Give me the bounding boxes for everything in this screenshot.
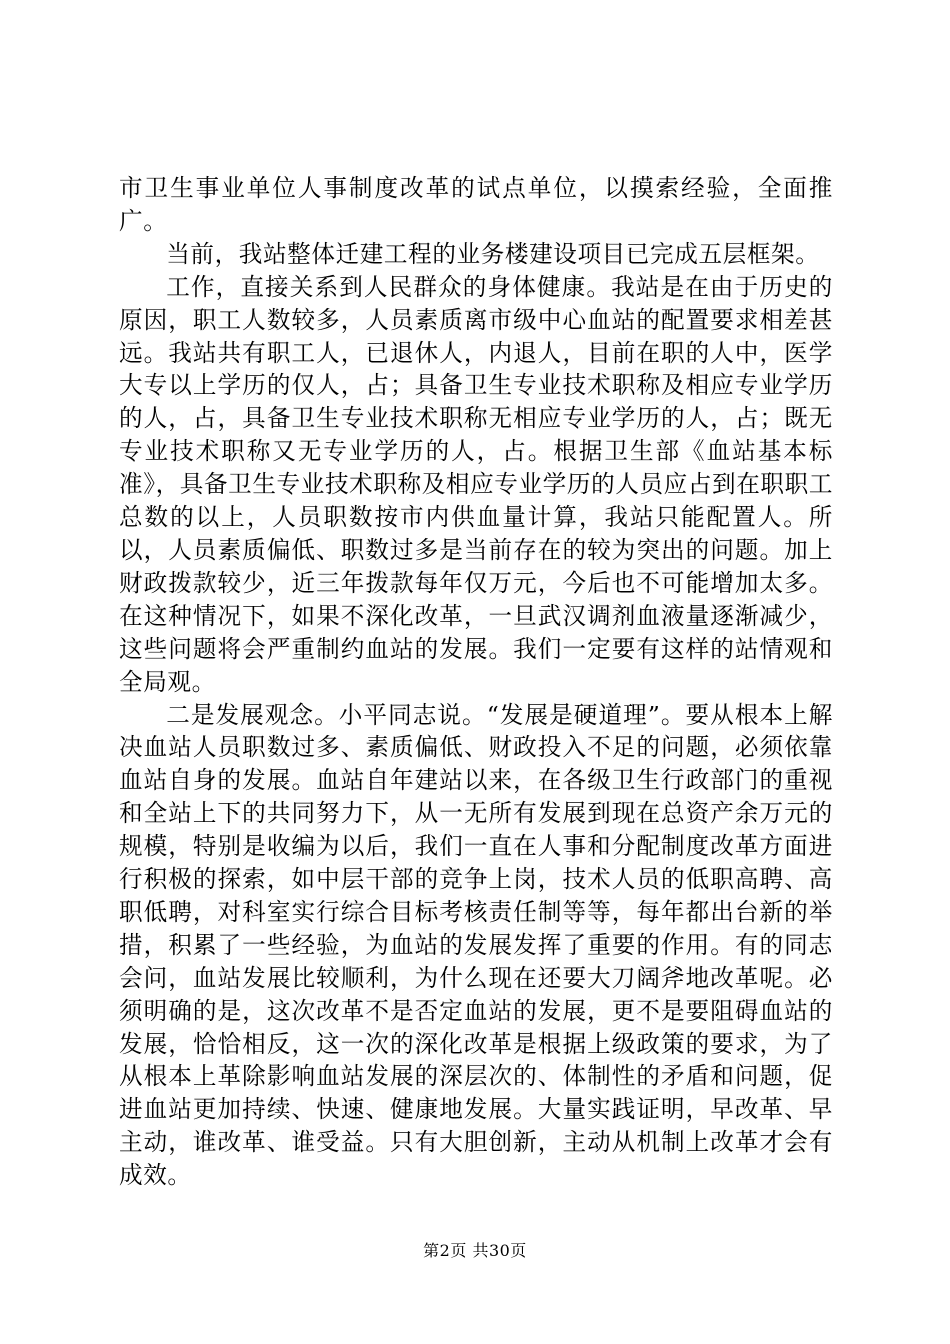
paragraph-4: 二是发展观念。小平同志说。“发展是硬道理”。要从根本上解决血站人员职数过多、素质偏低、财政投入不足的问题，必须依靠血站自身的发展。血站自年建站以来，在各级卫生行政部门的重视和全站上下的共同努力下，从一无所有发展到现在总资产余万元的规模，特别是收编为以后，我们一直在人事和分配制度改革方面进行积极的探索，如中层干部的竞争上岗，技术人员的低职高聘、高职低聘，对科室实行综合目标考核责任制等等，每年都出台新的举措，积累了一些经验，为血站的发展发挥了重要的作用。有的同志会问，血站发展比较顺利，为什么现在还要大刀阔斧地改革呢。必须明确的是，这次改革不是否定血站的发展，更不是要阻碍血站的发展，恰恰相反，这一次的深化改革是根据上级政策的要求，为了从根本上革除影响血站发展的深层次的、体制性的矛盾和问题，促进血站更加持续、快速、健康地发展。大量实践证明，早改革、早主动，谁改革、谁受益。只有大胆创新，主动从机制上改革才会有成效。	[119, 700, 833, 1190]
page-footer: 第2页 共30页	[423, 1241, 527, 1260]
paragraph-3: 工作，直接关系到人民群众的身体健康。我站是在由于历史的原因，职工人数较多，人员素质离市级中心血站的配置要求相差甚远。我站共有职工人，已退休人，内退人，目前在职的人中，医学大专以上学历的仅人，占；具备卫生专业技术职称及相应专业学历的人，占，具备卫生专业技术职称无相应专业学历的人，占；既无专业技术职称又无专业学历的人，占。根据卫生部《血站基本标准》，具备卫生专业技术职称及相应专业学历的人员应占到在职职工总数的以上，人员职数按市内供血量计算，我站只能配置人。所以，人员素质偏低、职数过多是当前存在的较为突出的问题。加上财政拨款较少，近三年拨款每年仅万元，今后也不可能增加太多。在这种情况下，如果不深化改革，一旦武汉调剂血液量逐渐减少，这些问题将会严重制约血站的发展。我们一定要有这样的站情观和全局观。	[119, 272, 834, 696]
paragraph-1: 市卫生事业单位人事制度改革的试点单位，以摸索经验，全面推广。	[119, 174, 833, 235]
body-text	[119, 172, 833, 1192]
paragraph-2: 当前，我站整体迁建工程的业务楼建设项目已完成五层框架。	[166, 239, 820, 268]
